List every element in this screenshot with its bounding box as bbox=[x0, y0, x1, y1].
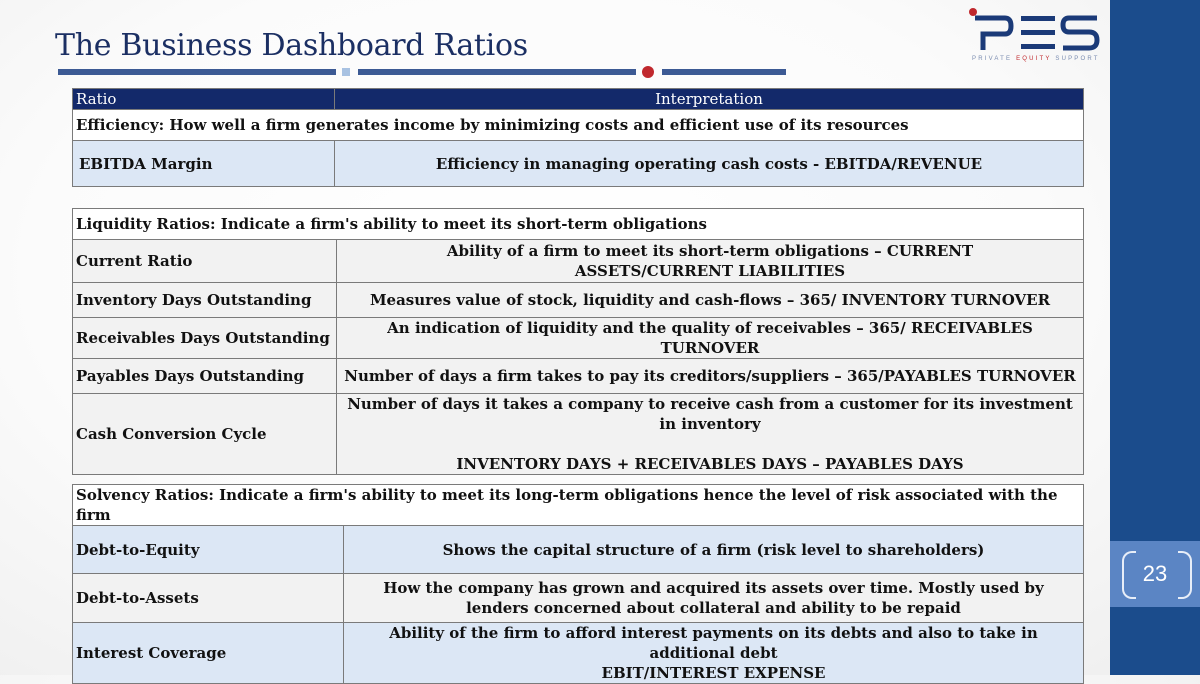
table-header-row bbox=[73, 89, 1084, 110]
table-row bbox=[73, 623, 1084, 684]
ratio-interpretation: Measures value of stock, liquidity and cash-flows – 365/ INVENTORY TURNOVER bbox=[337, 283, 1084, 318]
table-row bbox=[73, 141, 1084, 187]
ratio-interpretation-cell bbox=[344, 623, 1084, 684]
title-rule-2 bbox=[358, 69, 636, 75]
ratio-interpretation: Efficiency in managing operating cash costs - EBITDA/REVENUE bbox=[335, 141, 1084, 187]
logo-tagline-c: SUPPORT bbox=[1051, 56, 1100, 62]
efficiency-section-title: Efficiency: How well a firm generates income by minimizing costs and efficient use of its resources bbox=[73, 110, 1084, 141]
ratio-interpretation: An indication of liquidity and the quality of receivables – 365/ RECEIVABLES TURNOVER bbox=[337, 318, 1084, 359]
rule-square-icon bbox=[342, 68, 350, 76]
logo-tagline-b: EQUITY bbox=[1016, 56, 1052, 62]
section-row bbox=[73, 110, 1084, 141]
logo-tagline-a: PRIVATE bbox=[972, 56, 1017, 62]
ratio-formula: INVENTORY DAYS + RECEIVABLES DAYS – PAYABLES DAYS bbox=[456, 455, 964, 473]
table-row bbox=[73, 574, 1084, 623]
page-title: The Business Dashboard Ratios bbox=[55, 28, 528, 63]
ratio-interpretation: Ability of the firm to afford interest payments on its debts and also to take in additional debt bbox=[389, 624, 1038, 662]
liquidity-section-title: Liquidity Ratios: Indicate a firm's ability to meet its short-term obligations bbox=[73, 209, 1084, 240]
page-number: 23 bbox=[1142, 561, 1168, 586]
page-number-badge bbox=[1110, 541, 1200, 607]
ratio-interpretation: Number of days a firm takes to pay its creditors/suppliers – 365/PAYABLES TURNOVER bbox=[337, 359, 1084, 394]
ratio-name: Debt-to-Assets bbox=[73, 574, 344, 623]
ratio-interpretation-cell bbox=[337, 394, 1084, 475]
ratio-name: Receivables Days Outstanding bbox=[73, 318, 337, 359]
ratio-name: EBITDA Margin bbox=[73, 141, 335, 187]
ratio-formula: EBIT/INTEREST EXPENSE bbox=[601, 664, 826, 682]
ratio-name: Debt-to-Equity bbox=[73, 526, 344, 574]
header-interpretation: Interpretation bbox=[335, 89, 1084, 110]
table-row bbox=[73, 240, 1084, 283]
rule-dot-icon bbox=[642, 66, 654, 78]
header-ratio: Ratio bbox=[73, 89, 335, 110]
table-row bbox=[73, 526, 1084, 574]
table-row bbox=[73, 359, 1084, 394]
ratio-name: Current Ratio bbox=[73, 240, 337, 283]
section-row bbox=[73, 209, 1084, 240]
table-row bbox=[73, 318, 1084, 359]
solvency-table bbox=[72, 484, 1084, 684]
ratio-name: Inventory Days Outstanding bbox=[73, 283, 337, 318]
title-rule-1 bbox=[58, 69, 336, 75]
ratio-interpretation: Number of days it takes a company to receive cash from a customer for its investment in inventory bbox=[347, 395, 1073, 433]
table-row bbox=[73, 283, 1084, 318]
efficiency-table bbox=[72, 88, 1084, 187]
ratio-interpretation: How the company has grown and acquired its assets over time. Mostly used by lenders concerned about collateral and ability to be repaid bbox=[344, 574, 1084, 623]
logo-tagline bbox=[972, 56, 1100, 62]
ratio-name: Payables Days Outstanding bbox=[73, 359, 337, 394]
ratio-name: Interest Coverage bbox=[73, 623, 344, 684]
section-row bbox=[73, 485, 1084, 526]
ratio-interpretation: Ability of a firm to meet its short-term obligations – CURRENT ASSETS/CURRENT LIABILITIES bbox=[337, 240, 1084, 283]
table-row bbox=[73, 394, 1084, 475]
ratio-name: Cash Conversion Cycle bbox=[73, 394, 337, 475]
title-rule-3 bbox=[662, 69, 786, 75]
ratio-interpretation: Shows the capital structure of a firm (risk level to shareholders) bbox=[344, 526, 1084, 574]
liquidity-table bbox=[72, 208, 1084, 475]
solvency-section-title: Solvency Ratios: Indicate a firm's ability to meet its long-term obligations hence the level of risk associated with the firm bbox=[73, 485, 1084, 526]
